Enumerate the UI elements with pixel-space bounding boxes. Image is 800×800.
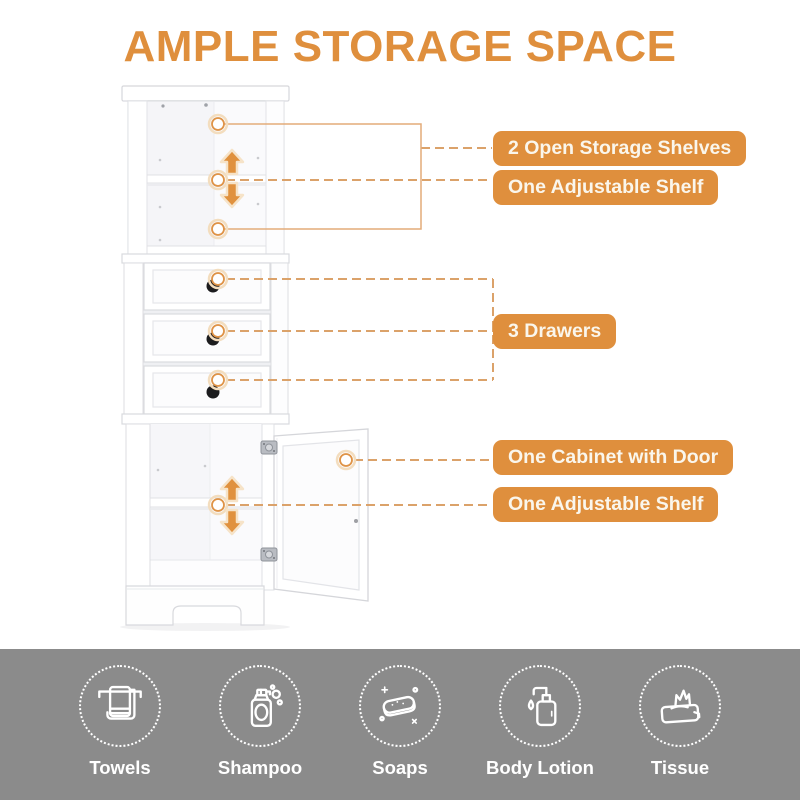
callout-drawers: 3 Drawers	[493, 314, 616, 349]
cabinet-bottom	[126, 424, 368, 625]
callout-open-shelves: 2 Open Storage Shelves	[493, 131, 746, 166]
usage-icons-footer	[0, 649, 800, 800]
footer-label: Soaps	[372, 757, 428, 778]
drawer-2	[144, 314, 270, 362]
tissue-icon	[639, 665, 721, 747]
soap-icon	[359, 665, 441, 747]
footer-item-tissue	[612, 665, 748, 800]
shampoo-icon	[219, 665, 301, 747]
drawer-1	[144, 263, 270, 310]
footer-item-body-lotion	[472, 665, 608, 800]
footer-item-shampoo	[192, 665, 328, 800]
page-title: AMPLE STORAGE SPACE	[123, 22, 677, 71]
footer-label: Tissue	[650, 757, 710, 778]
divider-top	[122, 254, 289, 263]
callout-cabinet-door: One Cabinet with Door	[493, 440, 733, 475]
plinth-base	[126, 586, 264, 625]
footer-item-soaps	[332, 665, 468, 800]
cabinet-drawers	[124, 263, 288, 420]
divider-bottom	[122, 414, 289, 424]
callout-adjustable-shelf-top: One Adjustable Shelf	[493, 170, 718, 205]
lotion-icon	[499, 665, 581, 747]
door-handle	[354, 519, 358, 523]
footer-label: Shampoo	[217, 757, 303, 778]
footer-item-towels	[52, 665, 188, 800]
callout-adjustable-shelf-bottom: One Adjustable Shelf	[493, 487, 718, 522]
footer-label: Body Lotion	[486, 757, 594, 778]
door-hinge-bottom	[261, 548, 277, 561]
towel-icon	[79, 665, 161, 747]
door-hinge-top	[261, 441, 277, 454]
drawer-3	[144, 366, 270, 414]
footer-label: Towels	[89, 757, 151, 778]
